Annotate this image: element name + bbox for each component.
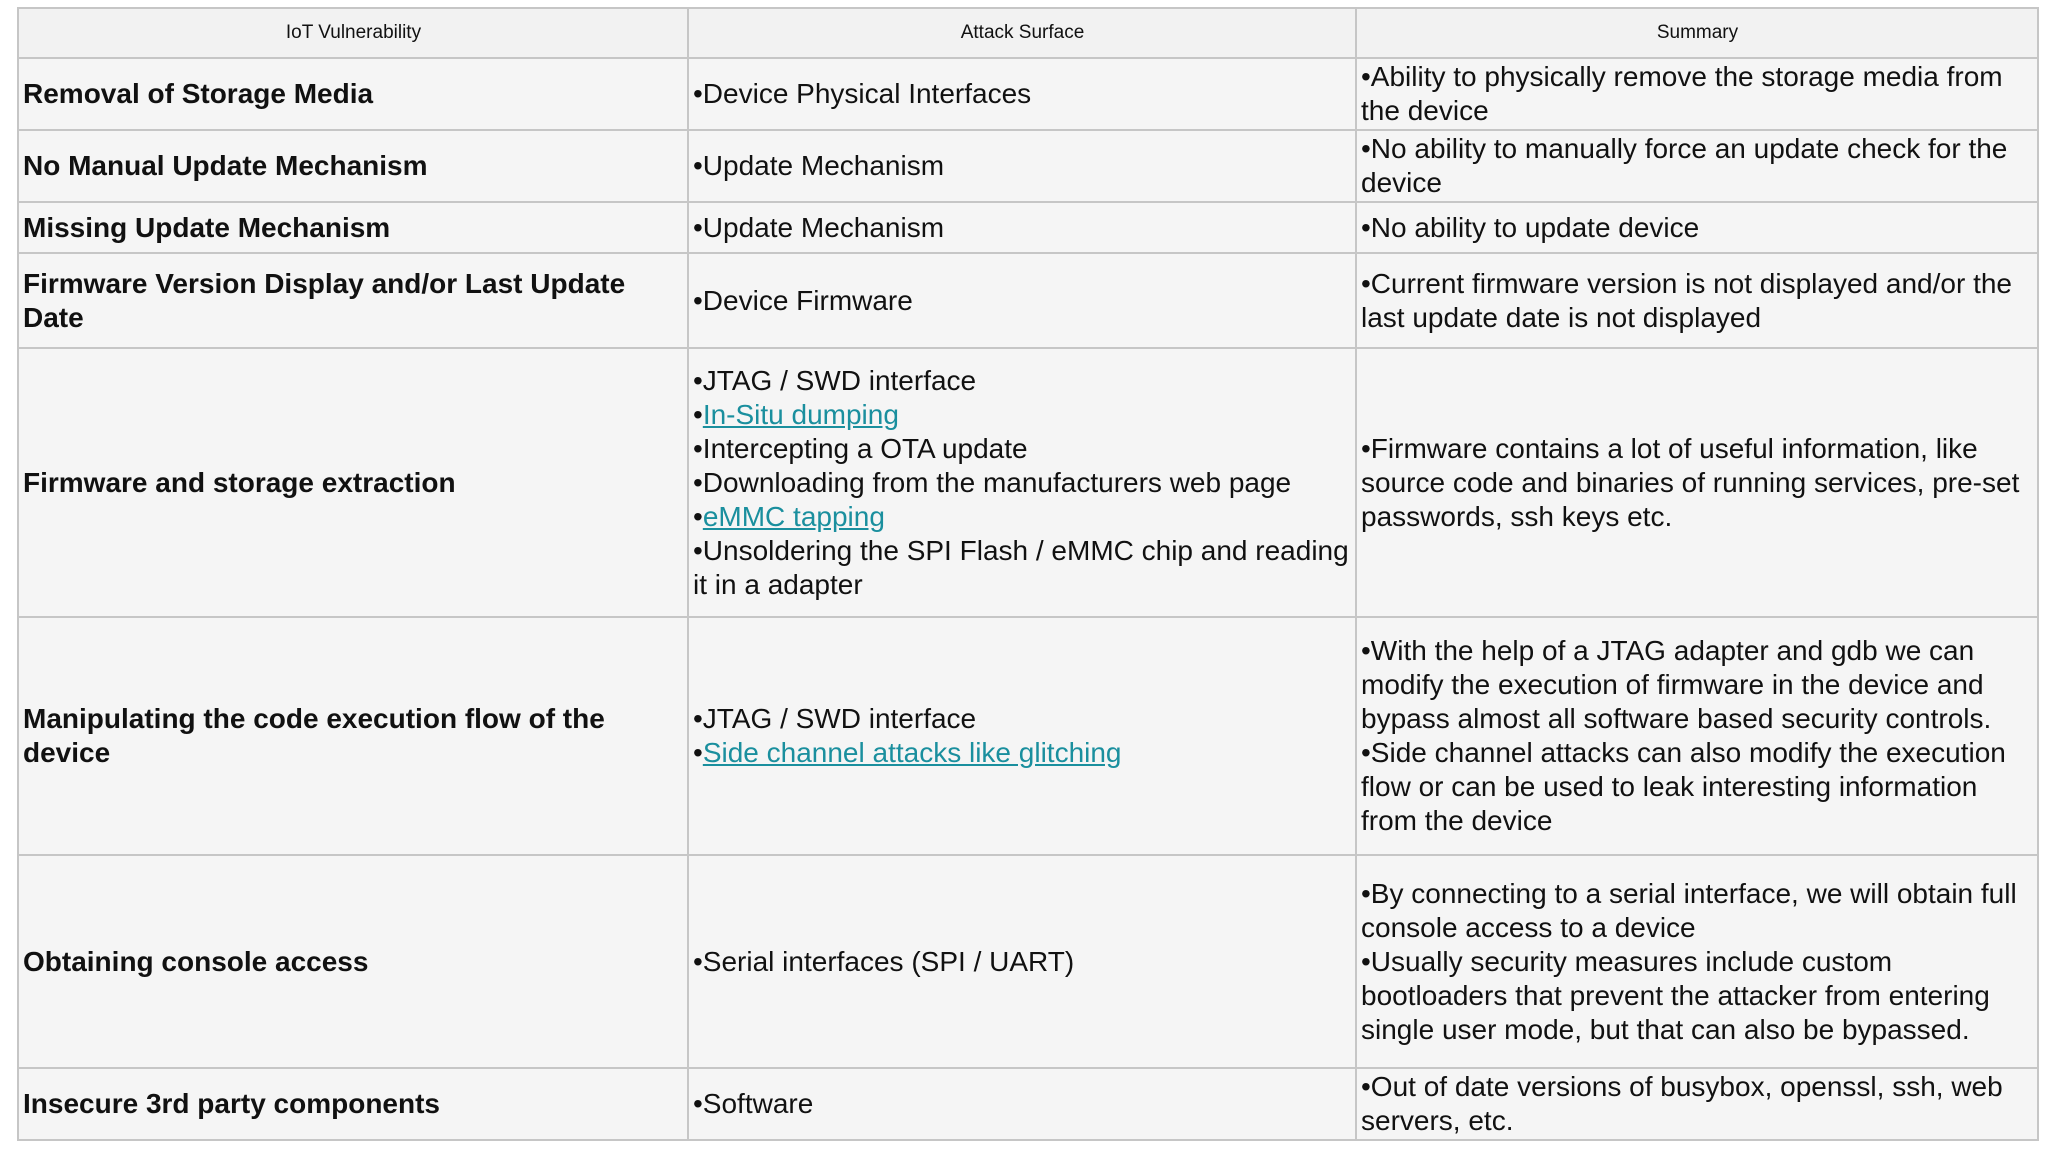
summary-item: •By connecting to a serial interface, we will obtain full console access to a device [1361, 877, 2017, 943]
summary-cell [1356, 855, 2038, 1068]
summary-cell [1356, 348, 2038, 617]
side-channel-attacks-link[interactable]: Side channel attacks like glitching [702, 737, 1122, 768]
attack-surface-item: •Device Physical Interfaces [693, 78, 1032, 109]
attack-surface-cell [688, 1068, 1356, 1140]
attack-surface-cell [688, 58, 1356, 130]
vulnerability-cell: Obtaining console access [18, 855, 688, 1068]
header-iot-vulnerability: IoT Vulnerability [18, 8, 688, 58]
table-row [18, 1068, 2038, 1140]
attack-surface-item: •Software [693, 1088, 814, 1119]
vulnerability-cell: Insecure 3rd party components [18, 1068, 688, 1140]
attack-surface-item: •JTAG / SWD interface [693, 364, 977, 396]
table-row [18, 253, 2038, 348]
summary-item: •No ability to manually force an update check for the device [1361, 133, 2008, 198]
attack-surface-item: •Intercepting a OTA update [693, 432, 1028, 464]
summary-cell [1356, 130, 2038, 202]
vulnerability-cell: Manipulating the code execution flow of the device [18, 617, 688, 855]
summary-cell [1356, 253, 2038, 348]
table-row [18, 348, 2038, 617]
iot-vulnerability-table [17, 7, 2039, 1141]
attack-surface-item: •Update Mechanism [693, 150, 945, 181]
vulnerability-cell: No Manual Update Mechanism [18, 130, 688, 202]
attack-surface-cell [688, 130, 1356, 202]
summary-item: •Usually security measures include custom bootloaders that prevent the attacker from entering single user mode, but that can also be bypassed. [1361, 945, 1990, 1045]
table-row [18, 617, 2038, 855]
vulnerability-cell: Firmware Version Display and/or Last Update Date [18, 253, 688, 348]
attack-surface-item [693, 500, 1352, 534]
emmc-tapping-link[interactable]: eMMC tapping [702, 500, 885, 532]
summary-cell [1356, 202, 2038, 253]
summary-item: •Side channel attacks can also modify the execution flow or can be used to leak interesting information from the device [1361, 737, 2006, 836]
attack-surface-item: •Unsoldering the SPI Flash / eMMC chip and reading it in a adapter [693, 534, 1349, 600]
summary-cell [1356, 617, 2038, 855]
header-row [18, 8, 2038, 58]
vulnerability-cell: Missing Update Mechanism [18, 202, 688, 253]
attack-surface-item: •JTAG / SWD interface [693, 703, 977, 734]
attack-surface-cell [688, 253, 1356, 348]
table-row [18, 202, 2038, 253]
bullet-mark: • [693, 737, 703, 768]
header-summary: Summary [1356, 8, 2038, 58]
bullet-mark: • [693, 500, 703, 532]
attack-surface-cell [688, 348, 1356, 617]
attack-surface-item: •Device Firmware [693, 284, 913, 316]
summary-item: •With the help of a JTAG adapter and gdb we can modify the execution of firmware in the device and bypass almost all software based security controls. [1361, 635, 1992, 734]
attack-surface-cell [688, 855, 1356, 1068]
in-situ-dumping-link[interactable]: In-Situ dumping [702, 398, 899, 430]
attack-surface-cell [688, 202, 1356, 253]
summary-cell [1356, 1068, 2038, 1140]
header-attack-surface: Attack Surface [688, 8, 1356, 58]
summary-cell [1356, 58, 2038, 130]
summary-item: •Out of date versions of busybox, openssl, ssh, web servers, etc. [1361, 1071, 2003, 1136]
summary-item: •No ability to update device [1361, 211, 1700, 243]
summary-item: •Ability to physically remove the storage media from the device [1361, 61, 2003, 126]
attack-surface-item: •Serial interfaces (SPI / UART) [693, 945, 1075, 977]
summary-item: •Firmware contains a lot of useful information, like source code and binaries of running services, pre-set passwords, ssh keys etc. [1361, 432, 2020, 532]
table-row [18, 855, 2038, 1068]
attack-surface-item [693, 736, 1352, 770]
summary-item: •Current firmware version is not displayed and/or the last update date is not displayed [1361, 267, 2012, 333]
attack-surface-item [693, 398, 1352, 432]
vulnerability-cell: Firmware and storage extraction [18, 348, 688, 617]
vulnerability-cell: Removal of Storage Media [18, 58, 688, 130]
bullet-mark: • [693, 398, 703, 430]
attack-surface-item: •Update Mechanism [693, 211, 945, 243]
attack-surface-cell [688, 617, 1356, 855]
table-row [18, 58, 2038, 130]
table-row [18, 130, 2038, 202]
attack-surface-item: •Downloading from the manufacturers web page [693, 466, 1292, 498]
